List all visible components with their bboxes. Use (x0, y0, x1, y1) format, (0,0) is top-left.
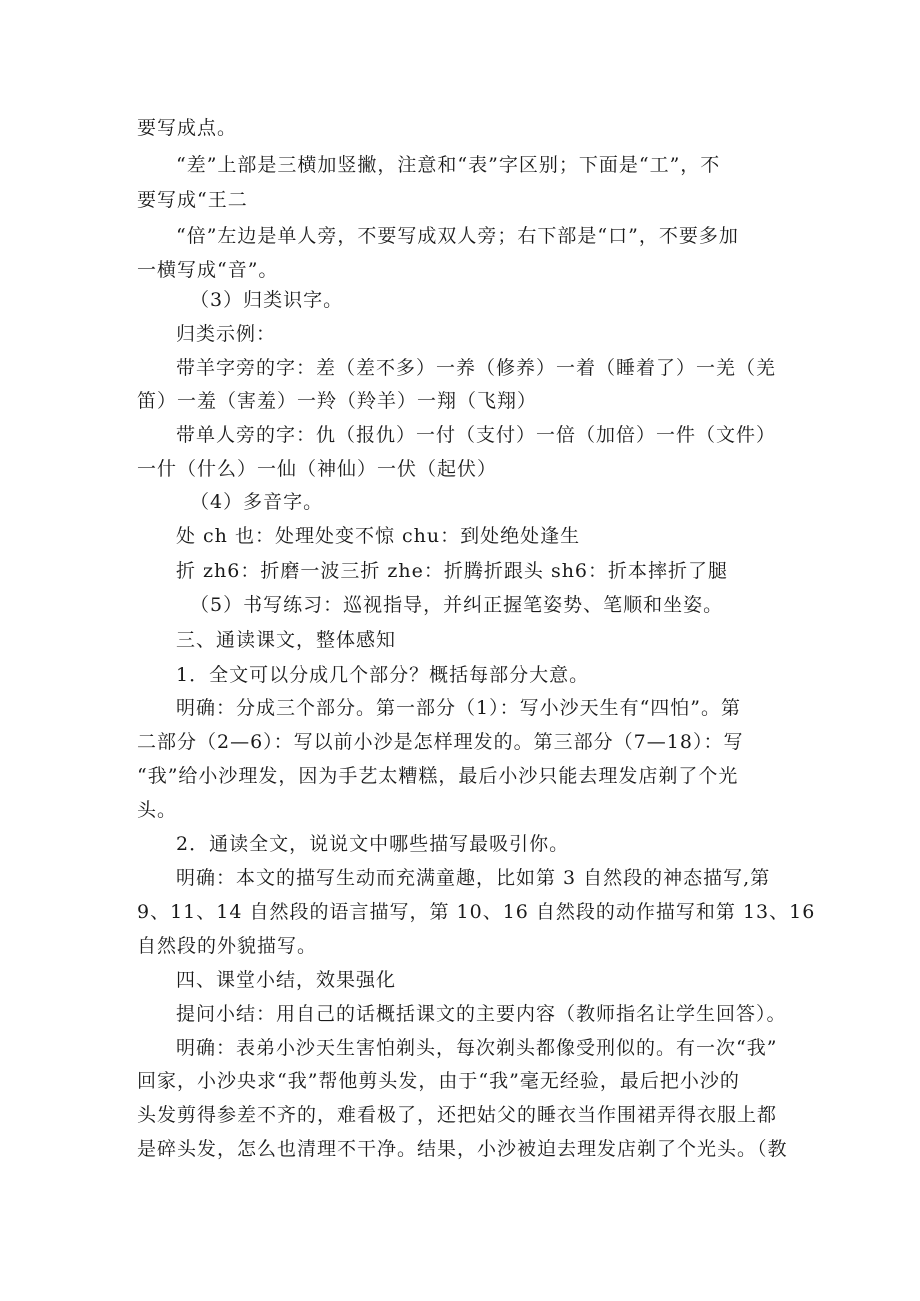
text-line: 头发剪得参差不齐的，难看极了，还把姑父的睡衣当作围裙弄得衣服上都 (137, 1104, 778, 1126)
text-line: 折 zh6：折磨一波三折 zhe：折腾折跟头 sh6：折本摔折了腿 (176, 560, 729, 582)
text-line: 自然段的外貌描写。 (137, 935, 318, 957)
section-heading: 三、通读课文，整体感知 (176, 629, 397, 651)
text-line: 处 ch 也：处理处变不惊 chu：到处绝处逢生 (176, 525, 581, 547)
section-heading: （5）书写练习：巡视指导，并纠正握笔姿势、笔顺和坐姿。 (190, 594, 724, 616)
text-line: 明确：分成三个部分。第一部分（1）：写小沙天生有“四怕”。第 (176, 697, 742, 719)
text-line: 提问小结：用自己的话概括课文的主要内容（教师指名让学生回答）。 (176, 1003, 787, 1025)
text-line: 一横写成“音”。 (137, 259, 279, 281)
text-line: 明确：表弟小沙天生害怕剃头，每次剃头都像受刑似的。有一次“我” (176, 1037, 778, 1059)
text-line: “倍”左边是单人旁，不要写成双人旁；右下部是“口”，不要多加 (176, 225, 739, 247)
text-line: 是碎头发，怎么也清理不干净。结果，小沙被迫去理发店剃了个光头。（教 (137, 1138, 788, 1160)
text-line: 头。 (137, 799, 178, 821)
text-line: 1．全文可以分成几个部分？概括每部分大意。 (176, 664, 590, 686)
section-heading: （3）归类识字。 (190, 289, 344, 311)
text-line: 笛）一羞（害羞）一羚（羚羊）一翔（飞翔） (137, 390, 538, 412)
text-line: “差”上部是三横加竖撇，注意和“表”字区别；下面是“工”，不 (176, 154, 721, 176)
section-heading: （4）多音字。 (190, 491, 324, 513)
text-line: 一什（什么）一仙（神仙）一伏（起伏） (137, 458, 498, 480)
text-line: 2．通读全文，说说文中哪些描写最吸引你。 (176, 833, 570, 855)
text-line: 二部分（2—6）：写以前小沙是怎样理发的。第三部分（7—18）：写 (137, 731, 744, 753)
text-line: 带羊字旁的字：差（差不多）一养（修养）一着（睡着了）一羌（羌 (176, 357, 777, 379)
text-line: 回家，小沙央求“我”帮他剪头发，由于“我”毫无经验，最后把小沙的 (137, 1070, 740, 1092)
text-line: 归类示例： (176, 323, 277, 345)
text-line: 带单人旁的字：仇（报仇）一付（支付）一倍（加倍）一件（文件） (176, 424, 777, 446)
text-line: 明确：本文的描写生动而充满童趣，比如第 3 自然段的神态描写,第 (176, 867, 771, 889)
text-line: 要写成“王二 (137, 189, 248, 211)
text-line: 9、11、14 自然段的语言描写，第 10、16 自然段的动作描写和第 13、16 (137, 901, 816, 923)
text-line: “我”给小沙理发，因为手艺太糟糕，最后小沙只能去理发店剃了个光 (137, 765, 739, 787)
text-line: 要写成点。 (137, 117, 238, 139)
section-heading: 四、课堂小结，效果强化 (176, 969, 397, 991)
